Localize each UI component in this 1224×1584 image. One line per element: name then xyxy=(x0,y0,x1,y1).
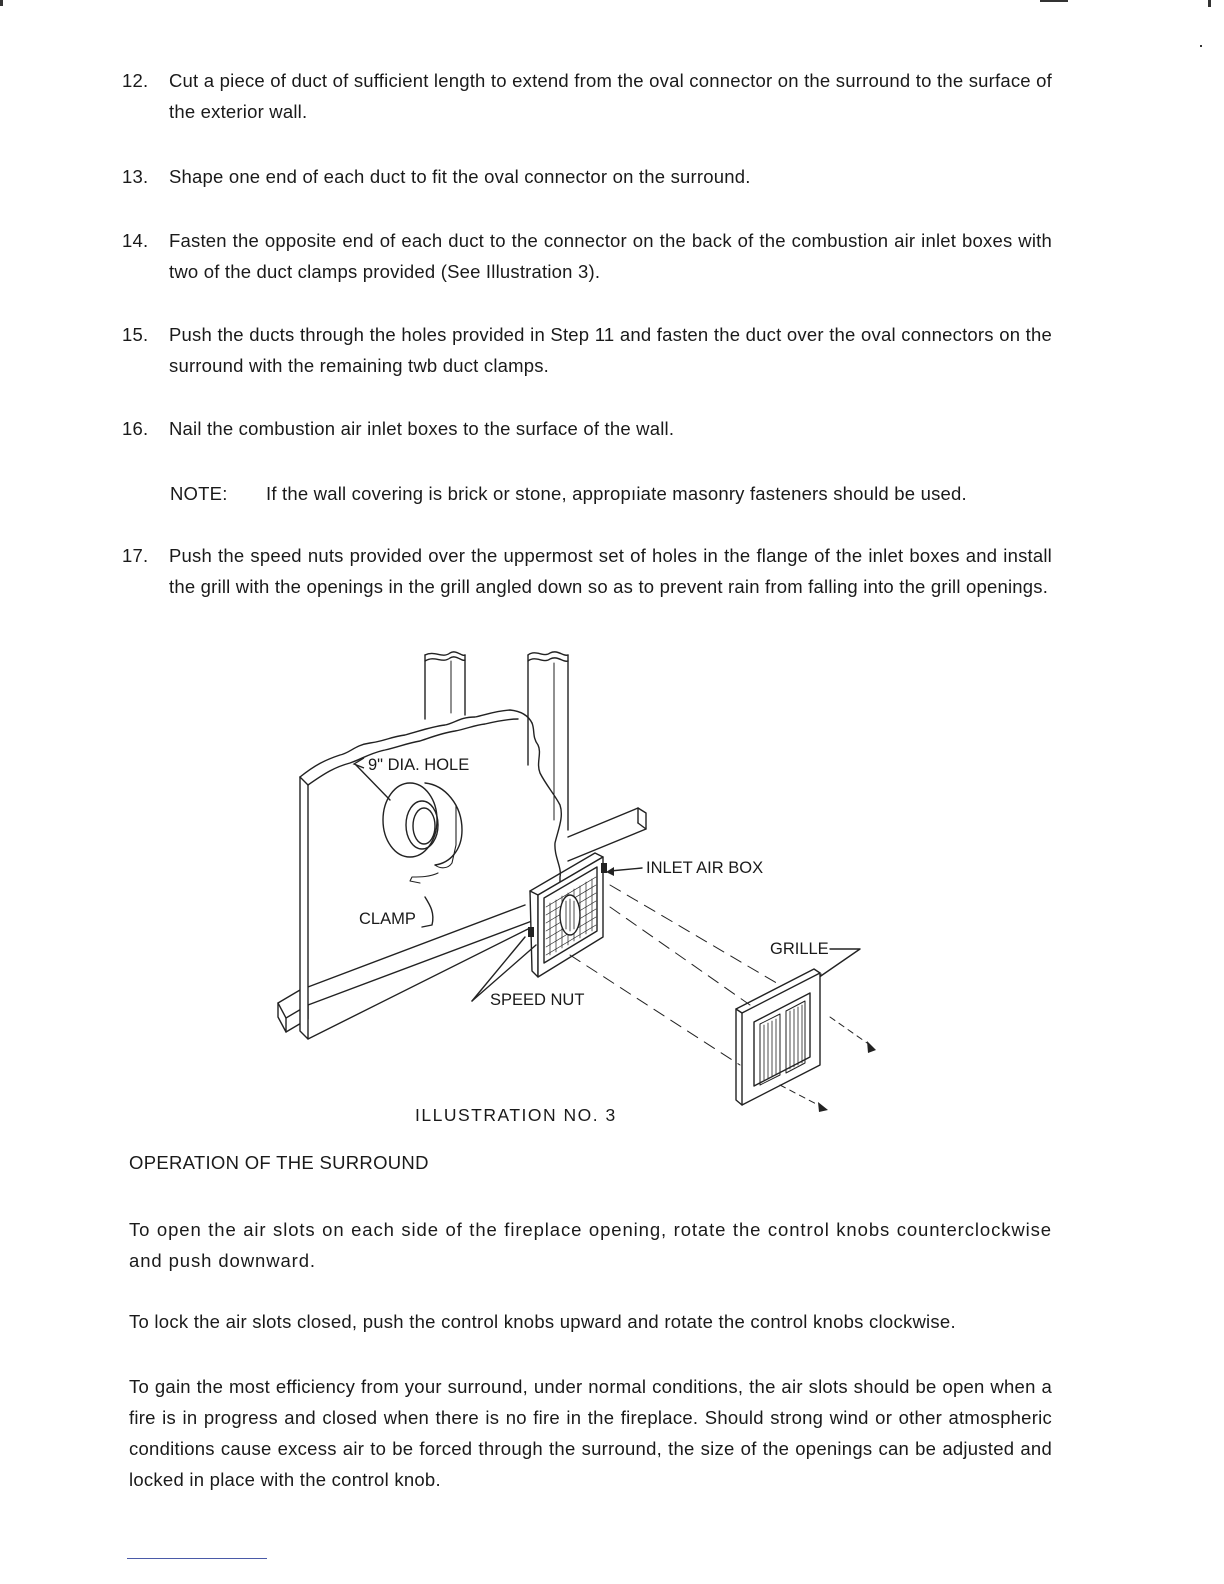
leader-hook-icon xyxy=(350,754,370,774)
step-text: Push the ducts through the holes provided in Step 11 and fasten the duct over the oval connectors on the surround with the remaining twb duct clamps. xyxy=(169,324,1052,376)
scan-mark xyxy=(1200,45,1202,47)
label-inlet-air-box-text: INLET AIR BOX xyxy=(646,859,764,877)
note-text: If the wall covering is brick or stone, appropıiate masonry fasteners should be used. xyxy=(266,483,967,504)
step-number: 14. xyxy=(122,230,149,251)
step-text: Shape one end of each duct to fit the oval connector on the surround. xyxy=(169,166,751,187)
section-heading: OPERATION OF THE SURROUND xyxy=(129,1152,429,1173)
label-hole-text: 9" DIA. HOLE xyxy=(368,756,470,774)
label-hole xyxy=(356,756,469,775)
step-12 xyxy=(122,65,1052,127)
scan-mark xyxy=(1040,0,1068,2)
step-number: 12. xyxy=(122,70,149,91)
scan-mark xyxy=(0,0,3,6)
step-number: 13. xyxy=(122,166,149,187)
illustration-3 xyxy=(270,645,890,1115)
label-grille xyxy=(770,940,829,959)
step-13 xyxy=(122,161,1052,192)
step-text: Nail the combustion air inlet boxes to the surface of the wall. xyxy=(169,418,675,439)
operation-paragraph-3: To gain the most efficiency from your surround, under normal conditions, the air slots should be open when a fire is in progress and closed when there is no fire in the fireplace. Should strong wind or other atmospheric conditions cause excess air to be forced through the surround, the size of the openings can be adjusted and locked in place with the control knob. xyxy=(129,1376,1052,1490)
label-inlet-air-box xyxy=(646,859,763,878)
scan-mark xyxy=(1208,0,1211,7)
label-speed-nut xyxy=(490,991,584,1010)
step-15 xyxy=(122,319,1052,381)
step-17 xyxy=(122,540,1052,602)
note xyxy=(170,478,967,509)
label-speed-nut-text: SPEED NUT xyxy=(490,991,585,1009)
operation-paragraph-1: To open the air slots on each side of the fireplace opening, rotate the control knobs counterclockwise and push downward. xyxy=(129,1219,1052,1271)
step-text: Cut a piece of duct of sufficient length to extend from the oval connector on the surround to the surface of the exterior wall. xyxy=(169,70,1052,122)
label-clamp-text: CLAMP xyxy=(359,910,416,928)
step-number: 15. xyxy=(122,324,149,345)
operation-paragraph-2: To lock the air slots closed, push the control knobs upward and rotate the control knobs clockwise. xyxy=(129,1311,956,1332)
label-clamp xyxy=(359,910,416,929)
step-14 xyxy=(122,225,1052,287)
step-16 xyxy=(122,413,1052,444)
step-number: 17. xyxy=(122,545,149,566)
step-text: Push the speed nuts provided over the uppermost set of holes in the flange of the inlet boxes and install the grill with the openings in the grill angled down so as to prevent rain from falling into the grill openings. xyxy=(169,545,1052,597)
step-number: 16. xyxy=(122,418,149,439)
figure-caption: ILLUSTRATION NO. 3 xyxy=(415,1105,617,1125)
note-label: NOTE: xyxy=(170,483,228,504)
illustration-drawing xyxy=(270,645,890,1115)
label-grille-text: GRILLE xyxy=(770,940,829,958)
step-text: Fasten the opposite end of each duct to the connector on the back of the combustion air inlet boxes with two of the duct clamps provided (See Illustration 3). xyxy=(169,230,1052,282)
footnote-rule xyxy=(127,1558,267,1559)
